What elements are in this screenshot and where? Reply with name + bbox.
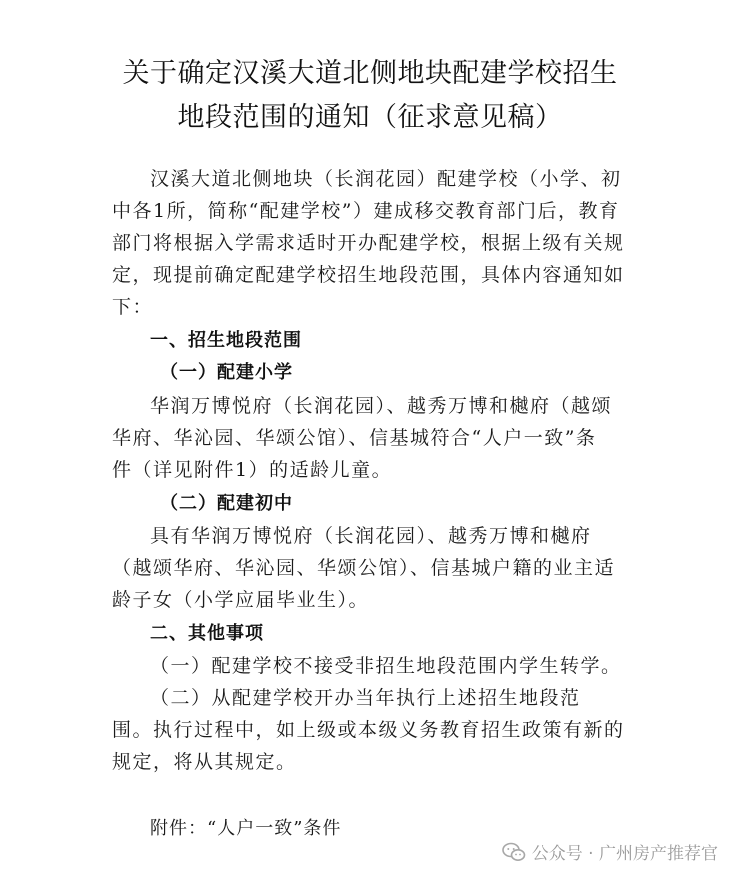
paragraph-line: 龄子女（小学应届毕业生）。 <box>112 589 370 611</box>
intro-line: 汉溪大道北侧地块（长润花园）配建学校（小学、初 <box>150 168 622 190</box>
section2-item2 <box>112 682 632 778</box>
section1-sub2-heading: （二）配建初中 <box>160 493 293 514</box>
paragraph-line: （越颂华府、华沁园、华颂公馆）、信基城户籍的业主适 <box>112 557 616 579</box>
watermark-text: 公众号 · 广州房产推荐官 <box>531 844 718 864</box>
paragraph-line: 规定，将从其规定。 <box>112 751 297 773</box>
paragraph-line: 件（详见附件1）的适龄儿童。 <box>112 459 393 481</box>
intro-line: 部门将根据入学需求适时开办配建学校，根据上级有关规 <box>112 232 625 254</box>
document-title-line1: 关于确定汉溪大道北侧地块配建学校招生 <box>122 58 618 89</box>
intro-line: 下： <box>112 296 154 318</box>
document-title-line2: 地段范围的通知（征求意见稿） <box>177 102 563 133</box>
paragraph-line: （一）配建学校不接受非招生地段范围内学生转学。 <box>150 655 622 677</box>
intro-paragraph <box>112 163 632 323</box>
section1-sub1-paragraph <box>112 390 632 486</box>
attachment-note: 附件：“人户一致”条件 <box>150 818 342 839</box>
intro-line: 定，现提前确定配建学校招生地段范围，具体内容通知如 <box>112 264 625 286</box>
section1-sub2-paragraph <box>112 520 632 616</box>
watermark <box>502 839 718 864</box>
section1-heading: 一、招生地段范围 <box>150 330 302 351</box>
section1-sub1-heading: （一）配建小学 <box>160 362 293 383</box>
wechat-icon <box>502 842 526 862</box>
paragraph-line: 华润万博悦府（长润花园）、越秀万博和樾府（越颂 <box>150 395 613 417</box>
section2-item1 <box>112 650 632 682</box>
paragraph-line: 华府、华沁园、华颂公馆）、信基城符合“人户一致”条 <box>112 427 597 449</box>
paragraph-line: （二）从配建学校开办当年执行上述招生地段范 <box>150 687 581 709</box>
paragraph-line: 围。执行过程中，如上级或本级义务教育招生政策有新的 <box>112 719 625 741</box>
paragraph-line: 具有华润万博悦府（长润花园）、越秀万博和樾府 <box>150 525 592 547</box>
intro-line: 中各1所，简称“配建学校”）建成移交教育部门后，教育 <box>112 200 620 222</box>
section2-heading: 二、其他事项 <box>150 623 264 644</box>
